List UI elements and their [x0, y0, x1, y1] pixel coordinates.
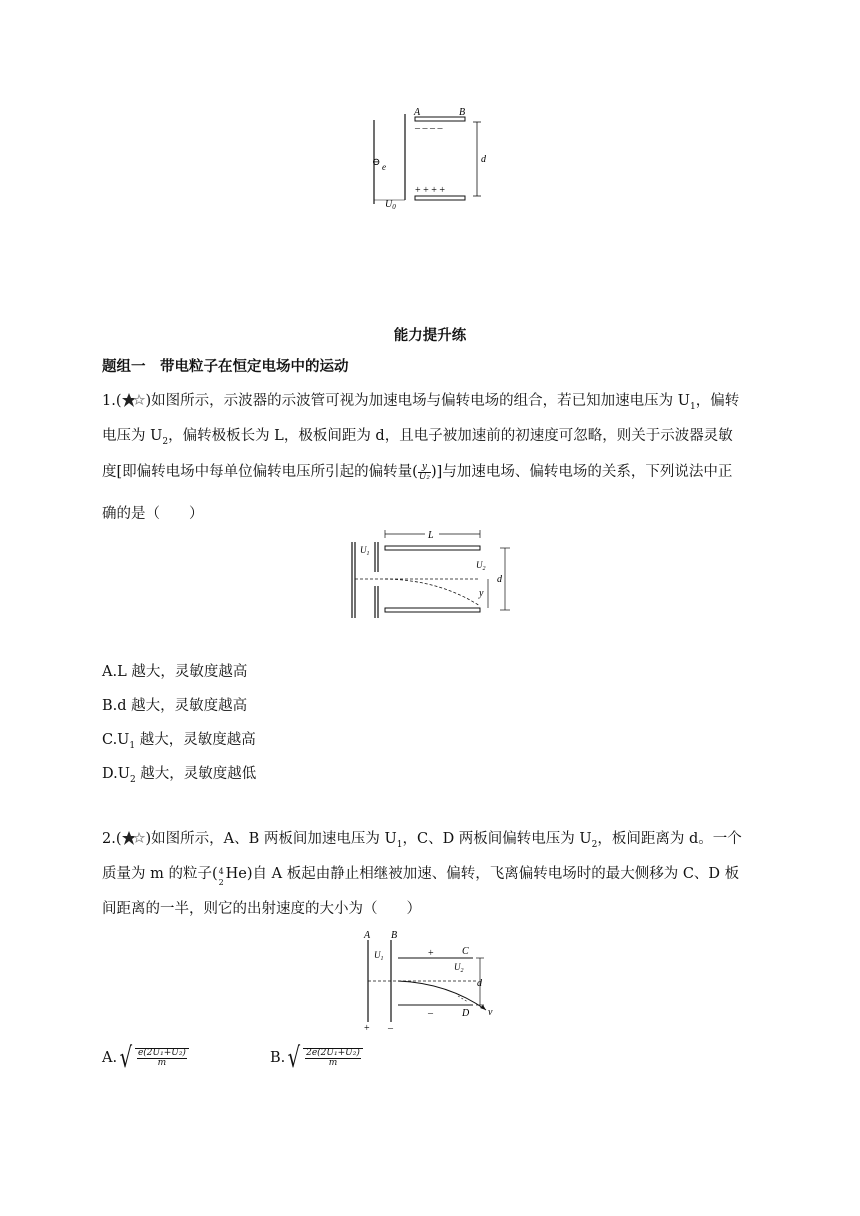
star-rating-icon [122, 392, 146, 408]
label-u2: $U_2$ [476, 560, 486, 572]
label-y: y [479, 588, 484, 599]
q2-line2: 质量为 m 的粒子( 4 2 He)自 A 板起由静止相继被加速、偏转，飞离偏转电场时的最大侧移为 C、D 板 [102, 866, 740, 887]
sqrt-expression: √ $\frac{\text{2e(2U₁+U₂)}}{m}$ [285, 1044, 363, 1072]
label-e: e [382, 162, 386, 172]
plate-b-sign: – [388, 1023, 393, 1032]
q2-line3: 间距离的一半，则它的出射速度的大小为（ ） [102, 901, 421, 917]
label-l: L [428, 530, 434, 541]
plate-a-label: A [364, 930, 371, 941]
q1-line3: 度[即偏转电场中每单位偏转电压所引起的偏转量( $\frac{y}{\text{U₂}}$ )]与加速电场、偏转电场的关系，下列说法中正 [102, 461, 733, 482]
q1-option-b[interactable]: B.d 越大，灵敏度越高 [102, 698, 248, 714]
q1-option-c[interactable]: $C.U_1$ 越大，灵敏度越高 [102, 732, 256, 751]
label-v: v [488, 1007, 493, 1018]
plate-c-label: C [462, 946, 469, 957]
label-u0: $U_0$ [385, 199, 396, 211]
accelerator-figure [358, 928, 503, 1032]
label-a: A [414, 107, 421, 118]
section-title: 能力提升练 [393, 328, 467, 344]
oscilloscope-figure [345, 528, 520, 620]
group-title: 题组一 带电粒子在恒定电场中的运动 [102, 359, 349, 375]
q2-option-b[interactable]: B. √ $\frac{\text{2e(2U₁+U₂)}}{m}$ [270, 1044, 363, 1072]
label-u1: $U_1$ [360, 545, 370, 557]
label-d: d [481, 154, 486, 165]
electron-symbol: ⊖ [372, 157, 381, 168]
plate-d-label: D [462, 1008, 470, 1019]
plate-c-sign: + [428, 948, 434, 959]
label-u1: $U_1$ [374, 950, 384, 962]
plate-a-sign: + [364, 1023, 370, 1032]
label-d: d [497, 574, 502, 585]
sqrt-expression: √ $\frac{\text{e(2U₁+U₂)}}{m}$ [117, 1044, 189, 1072]
sensitivity-fraction: $\frac{y}{\text{U₂}}$ [418, 461, 431, 482]
q1-line2: 电压为 $U_2$，偏转极板长为 L，极板间距为 d，且电子被加速前的初速度可忽略，则关于示波器灵敏 [102, 428, 733, 447]
q1-option-a[interactable]: A.L 越大，灵敏度越高 [102, 664, 248, 680]
label-u2: $U_2$ [454, 962, 464, 974]
top-figure [365, 104, 495, 212]
helium-isotope: 4 2 [218, 867, 224, 887]
plate-d-sign: – [428, 1008, 433, 1019]
star-rating-icon [122, 830, 146, 846]
q1-option-d[interactable]: $D.U_2$ 越大，灵敏度越低 [102, 766, 257, 785]
q1-line1: 1.( )如图所示，示波器的示波管可视为加速电场与偏转电场的组合，若已知加速电压为 $U_1$，偏转 [102, 393, 740, 412]
q1-line4: 确的是（ ） [102, 506, 204, 522]
label-b: B [459, 107, 466, 118]
minus-signs: – – – – [415, 123, 443, 134]
label-d: d [477, 978, 482, 989]
q2-line1: 2.( )如图所示，A、B 两板间加速电压为 $U_1$，C、D 两板间偏转电压为 $U_2$，板间距离为 d。一个 [102, 831, 742, 850]
plus-signs: + + + + [415, 185, 446, 196]
q2-option-a[interactable]: A. √ $\frac{\text{e(2U₁+U₂)}}{m}$ [102, 1044, 189, 1072]
plate-b-label: B [391, 930, 398, 941]
